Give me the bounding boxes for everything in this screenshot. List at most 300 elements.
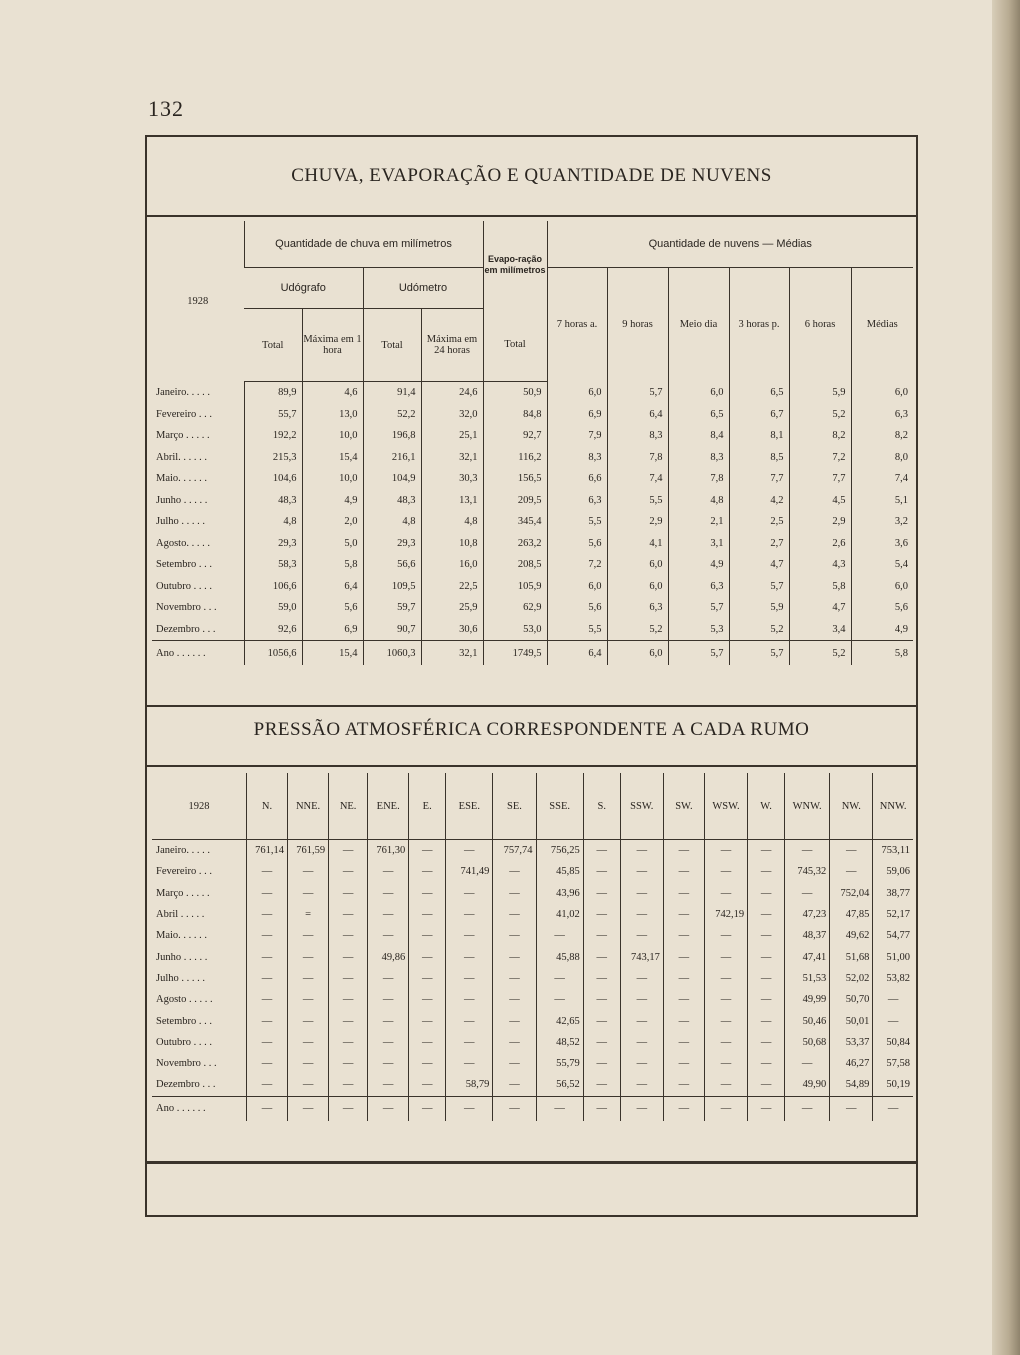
- value-cell: —: [446, 1032, 493, 1053]
- value-cell: —: [329, 840, 368, 862]
- value-cell: —: [583, 1032, 620, 1053]
- value-cell: —: [329, 861, 368, 882]
- value-cell: —: [583, 946, 620, 967]
- value-cell: 32,1: [421, 447, 483, 469]
- value-cell: 32,0: [421, 404, 483, 426]
- value-cell: —: [663, 883, 704, 904]
- month-label: Agosto . . . . .: [156, 994, 213, 1006]
- value-cell: 5,6: [302, 597, 363, 619]
- value-cell: 5,2: [789, 641, 851, 666]
- value-cell: —: [288, 883, 329, 904]
- value-cell: —: [446, 904, 493, 925]
- value-cell: 45,88: [536, 946, 583, 967]
- value-cell: —: [536, 968, 583, 989]
- value-cell: —: [409, 904, 446, 925]
- h6-header: 6 horas: [789, 268, 851, 382]
- table-row: [152, 989, 913, 1010]
- value-cell: —: [288, 1010, 329, 1031]
- table-row: [152, 968, 913, 989]
- value-cell: 5,2: [789, 404, 851, 426]
- value-cell: —: [663, 840, 704, 862]
- year-header: 1928: [152, 773, 246, 840]
- value-cell: 46,27: [830, 1053, 873, 1074]
- value-cell: 196,8: [363, 425, 421, 447]
- direction-header: ENE.: [368, 773, 409, 840]
- value-cell: 10,8: [421, 533, 483, 555]
- value-cell: —: [663, 1074, 704, 1096]
- udometro-max24h-header: Máxima em 24 horas: [421, 309, 483, 382]
- value-cell: 109,5: [363, 576, 421, 598]
- value-cell: —: [620, 904, 663, 925]
- udografo-max1h-header: Máxima em 1 hora: [302, 309, 363, 382]
- value-cell: 50,9: [483, 382, 547, 404]
- value-cell: 208,5: [483, 554, 547, 576]
- value-cell: 4,9: [668, 554, 729, 576]
- value-cell: 5,4: [851, 554, 913, 576]
- value-cell: —: [748, 946, 785, 967]
- value-cell: 7,7: [789, 468, 851, 490]
- value-cell: 7,8: [607, 447, 668, 469]
- month-label: Dezembro . . .: [156, 623, 216, 635]
- value-cell: 56,6: [363, 554, 421, 576]
- value-cell: 8,2: [851, 425, 913, 447]
- value-cell: —: [446, 840, 493, 862]
- value-cell: —: [409, 840, 446, 862]
- value-cell: —: [288, 1032, 329, 1053]
- value-cell: —: [493, 989, 536, 1010]
- value-cell: —: [409, 1096, 446, 1121]
- value-cell: 6,9: [302, 619, 363, 641]
- meio-dia-header: Meio dia: [668, 268, 729, 382]
- value-cell: —: [536, 989, 583, 1010]
- value-cell: 4,9: [302, 490, 363, 512]
- udometro-header: Udómetro: [363, 268, 483, 309]
- value-cell: —: [620, 925, 663, 946]
- table-row: [152, 511, 913, 533]
- value-cell: —: [704, 840, 747, 862]
- value-cell: 6,6: [547, 468, 607, 490]
- table-row: [152, 1074, 913, 1096]
- value-cell: 5,5: [607, 490, 668, 512]
- value-cell: 4,1: [607, 533, 668, 555]
- value-cell: —: [409, 1053, 446, 1074]
- value-cell: —: [785, 840, 830, 862]
- value-cell: —: [368, 1096, 409, 1121]
- value-cell: —: [329, 1032, 368, 1053]
- value-cell: —: [246, 968, 287, 989]
- month-label: Outubro . . . .: [156, 1036, 212, 1048]
- direction-header: SW.: [663, 773, 704, 840]
- value-cell: 8,3: [607, 425, 668, 447]
- value-cell: 5,6: [547, 533, 607, 555]
- direction-header: WSW.: [704, 773, 747, 840]
- value-cell: 5,2: [607, 619, 668, 641]
- value-cell: 41,02: [536, 904, 583, 925]
- value-cell: 50,84: [873, 1032, 913, 1053]
- value-cell: 47,23: [785, 904, 830, 925]
- value-cell: 6,0: [851, 576, 913, 598]
- value-cell: 15,4: [302, 447, 363, 469]
- value-cell: —: [288, 989, 329, 1010]
- value-cell: 52,2: [363, 404, 421, 426]
- value-cell: —: [368, 925, 409, 946]
- value-cell: 49,62: [830, 925, 873, 946]
- value-cell: —: [409, 1010, 446, 1031]
- value-cell: —: [785, 1053, 830, 1074]
- value-cell: —: [873, 1010, 913, 1031]
- value-cell: —: [288, 946, 329, 967]
- value-cell: 6,0: [547, 382, 607, 404]
- value-cell: —: [583, 904, 620, 925]
- value-cell: —: [409, 989, 446, 1010]
- value-cell: 56,52: [536, 1074, 583, 1096]
- udografo-header: Udógrafo: [244, 268, 363, 309]
- value-cell: —: [704, 925, 747, 946]
- value-cell: —: [493, 1074, 536, 1096]
- value-cell: 30,3: [421, 468, 483, 490]
- annual-row: [152, 1096, 913, 1121]
- value-cell: 7,2: [547, 554, 607, 576]
- value-cell: 753,11: [873, 840, 913, 862]
- value-cell: 5,5: [547, 511, 607, 533]
- value-cell: 745,32: [785, 861, 830, 882]
- value-cell: —: [329, 1010, 368, 1031]
- value-cell: 4,3: [789, 554, 851, 576]
- value-cell: 2,1: [668, 511, 729, 533]
- rain-clouds-table: [152, 221, 913, 665]
- value-cell: 5,7: [607, 382, 668, 404]
- value-cell: —: [704, 946, 747, 967]
- value-cell: 13,0: [302, 404, 363, 426]
- value-cell: —: [246, 989, 287, 1010]
- value-cell: —: [446, 968, 493, 989]
- month-label: Novembro . . .: [156, 602, 217, 614]
- value-cell: —: [409, 861, 446, 882]
- value-cell: 752,04: [830, 883, 873, 904]
- value-cell: —: [246, 1053, 287, 1074]
- value-cell: —: [493, 1010, 536, 1031]
- value-cell: 4,8: [244, 511, 302, 533]
- value-cell: 6,9: [547, 404, 607, 426]
- value-cell: 6,0: [851, 382, 913, 404]
- value-cell: 5,3: [668, 619, 729, 641]
- value-cell: 4,8: [668, 490, 729, 512]
- value-cell: —: [493, 925, 536, 946]
- value-cell: 10,0: [302, 425, 363, 447]
- value-cell: —: [663, 1010, 704, 1031]
- value-cell: 5,2: [729, 619, 789, 641]
- value-cell: —: [368, 1053, 409, 1074]
- value-cell: —: [704, 989, 747, 1010]
- direction-header: WNW.: [785, 773, 830, 840]
- value-cell: 50,70: [830, 989, 873, 1010]
- value-cell: —: [329, 904, 368, 925]
- table-row: [152, 883, 913, 904]
- value-cell: 8,3: [668, 447, 729, 469]
- direction-header: SSW.: [620, 773, 663, 840]
- value-cell: 4,2: [729, 490, 789, 512]
- value-cell: 50,68: [785, 1032, 830, 1053]
- value-cell: 3,6: [851, 533, 913, 555]
- table-row: [152, 840, 913, 862]
- month-label: Julho . . . . .: [156, 516, 206, 528]
- month-label: Janeiro. . . . .: [156, 845, 210, 857]
- h3-header: 3 horas p.: [729, 268, 789, 382]
- value-cell: —: [583, 1053, 620, 1074]
- table-row: [152, 382, 913, 404]
- value-cell: —: [704, 1053, 747, 1074]
- value-cell: —: [329, 989, 368, 1010]
- value-cell: —: [663, 946, 704, 967]
- value-cell: —: [620, 968, 663, 989]
- value-cell: 3,2: [851, 511, 913, 533]
- month-label: Abril. . . . . .: [156, 451, 208, 463]
- value-cell: —: [246, 861, 287, 882]
- clouds-group-header: Quantidade de nuvens — Médias: [547, 221, 913, 268]
- value-cell: 52,02: [830, 968, 873, 989]
- value-cell: —: [246, 904, 287, 925]
- value-cell: —: [493, 946, 536, 967]
- value-cell: —: [620, 1053, 663, 1074]
- value-cell: 6,0: [607, 554, 668, 576]
- value-cell: 47,85: [830, 904, 873, 925]
- value-cell: —: [704, 968, 747, 989]
- value-cell: 38,77: [873, 883, 913, 904]
- direction-header: NE.: [329, 773, 368, 840]
- value-cell: —: [246, 1032, 287, 1053]
- value-cell: 6,5: [729, 382, 789, 404]
- value-cell: —: [446, 1010, 493, 1031]
- value-cell: —: [830, 840, 873, 862]
- value-cell: 742,19: [704, 904, 747, 925]
- value-cell: 756,25: [536, 840, 583, 862]
- direction-header: SE.: [493, 773, 536, 840]
- value-cell: —: [583, 1096, 620, 1121]
- value-cell: 6,0: [668, 382, 729, 404]
- month-label: Janeiro. . . . .: [156, 387, 210, 398]
- value-cell: 7,2: [789, 447, 851, 469]
- month-label: Fevereiro . . .: [156, 408, 212, 420]
- direction-header: NNE.: [288, 773, 329, 840]
- value-cell: —: [620, 840, 663, 862]
- section2-title: PRESSÃO ATMOSFÉRICA CORRESPONDENTE A CADA RUMO: [253, 719, 810, 740]
- table-row: [152, 425, 913, 447]
- value-cell: 53,82: [873, 968, 913, 989]
- value-cell: 91,4: [363, 382, 421, 404]
- value-cell: —: [329, 925, 368, 946]
- divider: [147, 1161, 916, 1164]
- month-label: Março . . . . .: [156, 887, 210, 899]
- page-number: 132: [148, 96, 184, 121]
- table-row: [152, 1032, 913, 1053]
- udografo-total-header: Total: [244, 309, 302, 382]
- value-cell: —: [663, 968, 704, 989]
- value-cell: 5,8: [789, 576, 851, 598]
- value-cell: —: [368, 989, 409, 1010]
- value-cell: 4,8: [421, 511, 483, 533]
- value-cell: 42,65: [536, 1010, 583, 1031]
- value-cell: 2,7: [729, 533, 789, 555]
- value-cell: —: [704, 1096, 747, 1121]
- table-row: [152, 1010, 913, 1031]
- direction-header: ESE.: [446, 773, 493, 840]
- value-cell: —: [583, 883, 620, 904]
- value-cell: —: [583, 968, 620, 989]
- value-cell: —: [409, 1032, 446, 1053]
- value-cell: 43,96: [536, 883, 583, 904]
- value-cell: 4,7: [789, 597, 851, 619]
- value-cell: 7,4: [851, 468, 913, 490]
- value-cell: 5,5: [547, 619, 607, 641]
- value-cell: 51,53: [785, 968, 830, 989]
- value-cell: 8,5: [729, 447, 789, 469]
- value-cell: —: [409, 968, 446, 989]
- value-cell: —: [620, 1010, 663, 1031]
- value-cell: —: [493, 1032, 536, 1053]
- value-cell: 22,5: [421, 576, 483, 598]
- value-cell: —: [409, 946, 446, 967]
- direction-header: SSE.: [536, 773, 583, 840]
- value-cell: 761,30: [368, 840, 409, 862]
- month-label: Fevereiro . . .: [156, 866, 212, 878]
- value-cell: —: [246, 946, 287, 967]
- value-cell: —: [620, 883, 663, 904]
- value-cell: 5,7: [668, 597, 729, 619]
- month-label: Novembro . . .: [156, 1058, 217, 1070]
- value-cell: 8,4: [668, 425, 729, 447]
- value-cell: 25,9: [421, 597, 483, 619]
- direction-header: NNW.: [873, 773, 913, 840]
- value-cell: 59,06: [873, 861, 913, 882]
- value-cell: 757,74: [493, 840, 536, 862]
- value-cell: 106,6: [244, 576, 302, 598]
- value-cell: 50,19: [873, 1074, 913, 1096]
- value-cell: 5,8: [302, 554, 363, 576]
- value-cell: 1056,6: [244, 641, 302, 666]
- value-cell: —: [246, 1074, 287, 1096]
- value-cell: 263,2: [483, 533, 547, 555]
- value-cell: —: [288, 1096, 329, 1121]
- udometro-total-header: Total: [363, 309, 421, 382]
- value-cell: 116,2: [483, 447, 547, 469]
- value-cell: —: [748, 861, 785, 882]
- value-cell: —: [288, 925, 329, 946]
- value-cell: 5,7: [729, 576, 789, 598]
- value-cell: 2,0: [302, 511, 363, 533]
- value-cell: —: [663, 1053, 704, 1074]
- table-row: [152, 904, 913, 925]
- value-cell: —: [368, 904, 409, 925]
- value-cell: 5,7: [668, 641, 729, 666]
- table-row: [152, 597, 913, 619]
- value-cell: —: [368, 861, 409, 882]
- month-label: Ano . . . . . .: [152, 1096, 246, 1121]
- value-cell: 50,01: [830, 1010, 873, 1031]
- value-cell: 6,0: [607, 641, 668, 666]
- value-cell: 2,6: [789, 533, 851, 555]
- value-cell: 6,4: [547, 641, 607, 666]
- month-label: Dezembro . . .: [156, 1079, 216, 1091]
- table-row: [152, 404, 913, 426]
- value-cell: —: [748, 925, 785, 946]
- value-cell: 45,85: [536, 861, 583, 882]
- value-cell: 215,3: [244, 447, 302, 469]
- value-cell: 58,3: [244, 554, 302, 576]
- value-cell: 8,0: [851, 447, 913, 469]
- value-cell: 8,1: [729, 425, 789, 447]
- value-cell: 5,9: [729, 597, 789, 619]
- value-cell: 52,17: [873, 904, 913, 925]
- value-cell: 29,3: [363, 533, 421, 555]
- value-cell: —: [748, 840, 785, 862]
- value-cell: 761,14: [246, 840, 287, 862]
- value-cell: 25,1: [421, 425, 483, 447]
- month-label: Julho . . . . .: [156, 972, 206, 984]
- value-cell: —: [288, 861, 329, 882]
- value-cell: 53,37: [830, 1032, 873, 1053]
- value-cell: 51,68: [830, 946, 873, 967]
- value-cell: 55,7: [244, 404, 302, 426]
- value-cell: 15,4: [302, 641, 363, 666]
- value-cell: —: [748, 1010, 785, 1031]
- value-cell: 5,7: [729, 641, 789, 666]
- value-cell: —: [663, 989, 704, 1010]
- value-cell: 6,7: [729, 404, 789, 426]
- value-cell: 54,89: [830, 1074, 873, 1096]
- value-cell: 7,7: [729, 468, 789, 490]
- value-cell: 216,1: [363, 447, 421, 469]
- value-cell: 209,5: [483, 490, 547, 512]
- value-cell: 4,8: [363, 511, 421, 533]
- value-cell: 6,3: [607, 597, 668, 619]
- direction-header: N.: [246, 773, 287, 840]
- value-cell: 743,17: [620, 946, 663, 967]
- month-label: Abril . . . . .: [156, 909, 205, 921]
- month-label: Maio. . . . . .: [156, 473, 208, 485]
- evap-total-header: Total: [483, 309, 547, 382]
- value-cell: —: [663, 861, 704, 882]
- value-cell: 59,7: [363, 597, 421, 619]
- value-cell: 105,9: [483, 576, 547, 598]
- value-cell: —: [748, 1096, 785, 1121]
- value-cell: —: [663, 1032, 704, 1053]
- value-cell: —: [329, 1096, 368, 1121]
- value-cell: —: [329, 1074, 368, 1096]
- value-cell: —: [446, 946, 493, 967]
- value-cell: —: [873, 989, 913, 1010]
- evap-header: Evapo-ração em milímetros: [483, 221, 547, 309]
- value-cell: 62,9: [483, 597, 547, 619]
- table-row: [152, 490, 913, 512]
- value-cell: 10,0: [302, 468, 363, 490]
- value-cell: 49,99: [785, 989, 830, 1010]
- value-cell: —: [785, 883, 830, 904]
- value-cell: 49,90: [785, 1074, 830, 1096]
- table-row: [152, 576, 913, 598]
- value-cell: 6,3: [851, 404, 913, 426]
- value-cell: 1060,3: [363, 641, 421, 666]
- month-label: Maio. . . . . .: [156, 930, 208, 942]
- value-cell: 2,9: [607, 511, 668, 533]
- value-cell: —: [329, 946, 368, 967]
- value-cell: 6,3: [547, 490, 607, 512]
- value-cell: —: [663, 1096, 704, 1121]
- table-row: [152, 861, 913, 882]
- direction-header: W.: [748, 773, 785, 840]
- value-cell: —: [409, 1074, 446, 1096]
- value-cell: —: [246, 883, 287, 904]
- value-cell: —: [246, 1096, 287, 1121]
